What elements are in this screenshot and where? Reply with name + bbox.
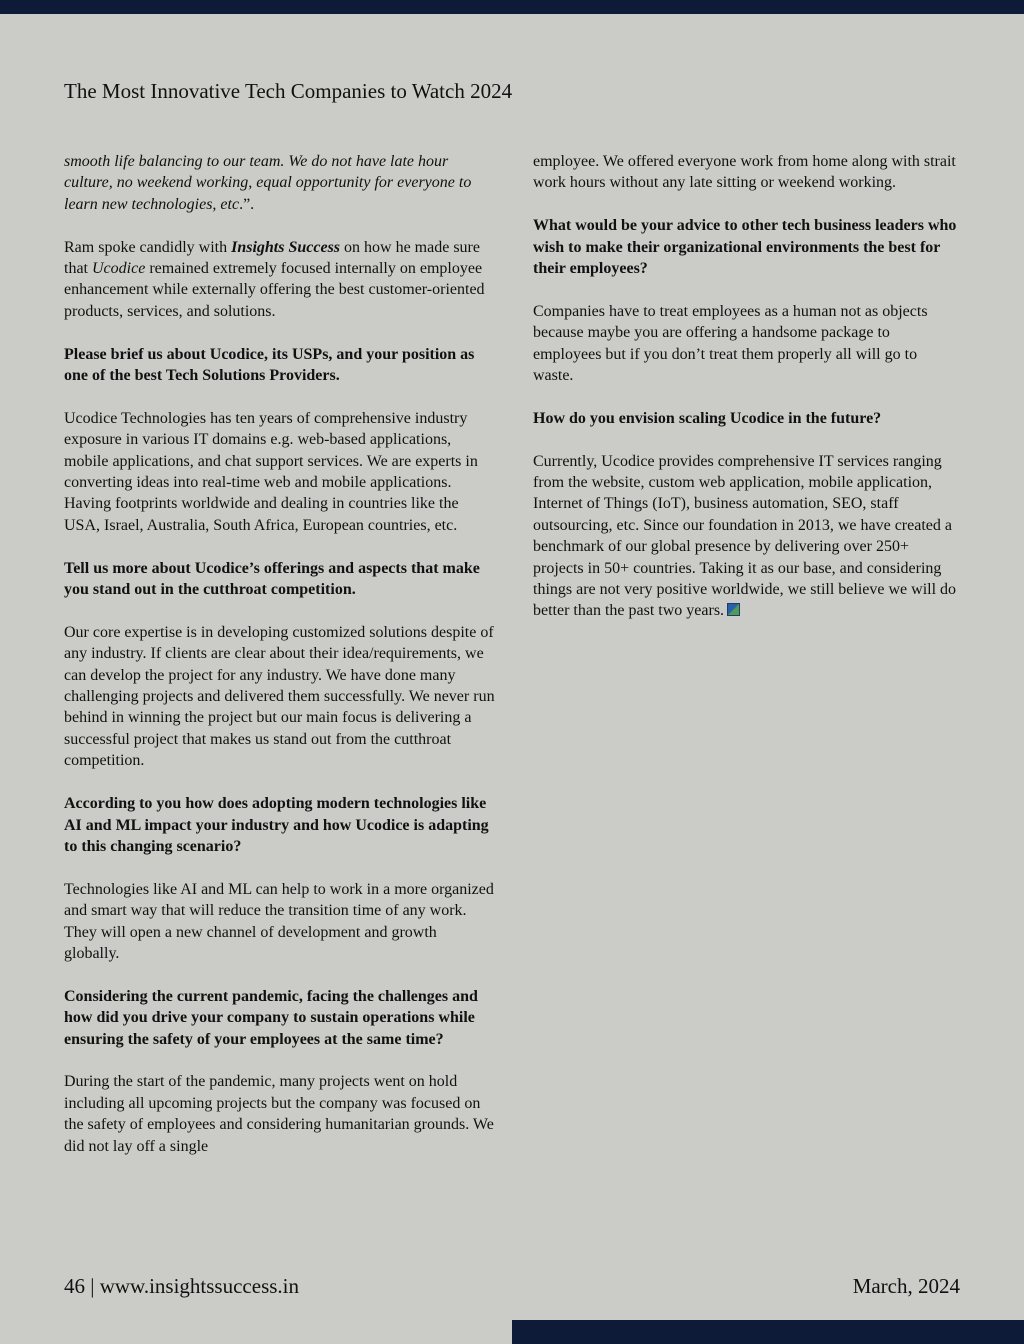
answer-3: Technologies like AI and ML can help to work in a more organized and smart way that will reduce the transition time of any work. They will open a new channel of development and growth globally.	[64, 880, 494, 962]
question-3: According to you how does adopting modern technologies like AI and ML impact your industry and how Ucodice is adapting to this changing scenario?	[64, 795, 489, 855]
answer-2: Our core expertise is in developing customized solutions despite of any industry. If clients are clear about their idea/requirements, we can develop the project for any industry. We have done many challenging projects and delivered them successfully. We never run behind in winning the project but our main focus is delivering a successful project that makes us stand out from the cutthroat competition.	[64, 623, 495, 770]
question-2: Tell us more about Ucodice’s offerings and aspects that make you stand out in the cutthroat competition.	[64, 559, 480, 599]
intro-quote-tail: .”.	[239, 195, 255, 213]
intro-text-b: on how he made sure that	[64, 238, 480, 278]
intro-quote-text: smooth life balancing to our team. We do not have late hour culture, no weekend working, equal opportunity for everyone to learn new technologies, etc	[64, 153, 472, 213]
question-1: Please brief us about Ucodice, its USPs, and your position as one of the best Tech Solutions Providers.	[64, 345, 475, 385]
intro-paragraph	[64, 237, 496, 323]
answer-4-continued: employee. We offered everyone work from home along with strait work hours without any late sitting or weekend working.	[533, 153, 956, 192]
question-6: How do you envision scaling Ucodice in the future?	[533, 409, 882, 427]
intro-text-c: remained extremely focused internally on employee enhancement while externally offering the best customer-oriented products, services, and solutions.	[64, 260, 485, 320]
question-5: What would be your advice to other tech business leaders who wish to make their organizational environments the best for their employees?	[533, 217, 957, 278]
article-end-icon	[727, 603, 740, 616]
top-band	[0, 0, 1024, 14]
answer-6-text: Currently, Ucodice provides comprehensive IT services ranging from the website, custom web application, mobile application, Internet of Things (IoT), business automation, SEO, staff outsourcing, etc. Since our foundation in 2013, we have created a benchmark of our global presence by delivering over 250+ projects in 50+ countries. Taking it as our base, and considering things are not very positive worldwide, we still believe we will do better than the past two years.	[533, 452, 957, 620]
footer-page-info: 46 | www.insightssuccess.in	[64, 1274, 299, 1298]
intro-quote	[64, 151, 496, 215]
page-title: The Most Innovative Tech Companies to Watch 2024	[64, 79, 513, 103]
footer-date: March, 2024	[852, 1274, 960, 1298]
answer-4: During the start of the pandemic, many projects went on hold including all upcoming projects but the company was focused on the safety of employees and considering humanitarian grounds. We did not lay off a single	[64, 1073, 494, 1155]
answer-5: Companies have to treat employees as a human not as objects because maybe you are offering a handsome package to employees but if you don’t treat them properly all will go to waste.	[533, 302, 928, 385]
answer-1: Ucodice Technologies has ten years of comprehensive industry exposure in various IT domains e.g. web-based applications, mobile applications, and chat support services. We are experts in converting ideas into real-time web and mobile applications. Having footprints worldwide and dealing in countries like the USA, Israel, Australia, South Africa, European countries, etc.	[64, 409, 478, 534]
bottom-band	[512, 1320, 1024, 1344]
right-column	[533, 151, 961, 643]
magazine-name: Insights Success	[231, 238, 341, 256]
company-name: Ucodice	[92, 260, 146, 278]
question-4: Considering the current pandemic, facing the challenges and how did you drive your company to sustain operations while ensuring the safety of your employees at the same time?	[64, 987, 478, 1048]
intro-text-a: Ram spoke candidly with	[64, 238, 232, 256]
left-column	[64, 151, 496, 1178]
answer-6	[533, 451, 961, 622]
